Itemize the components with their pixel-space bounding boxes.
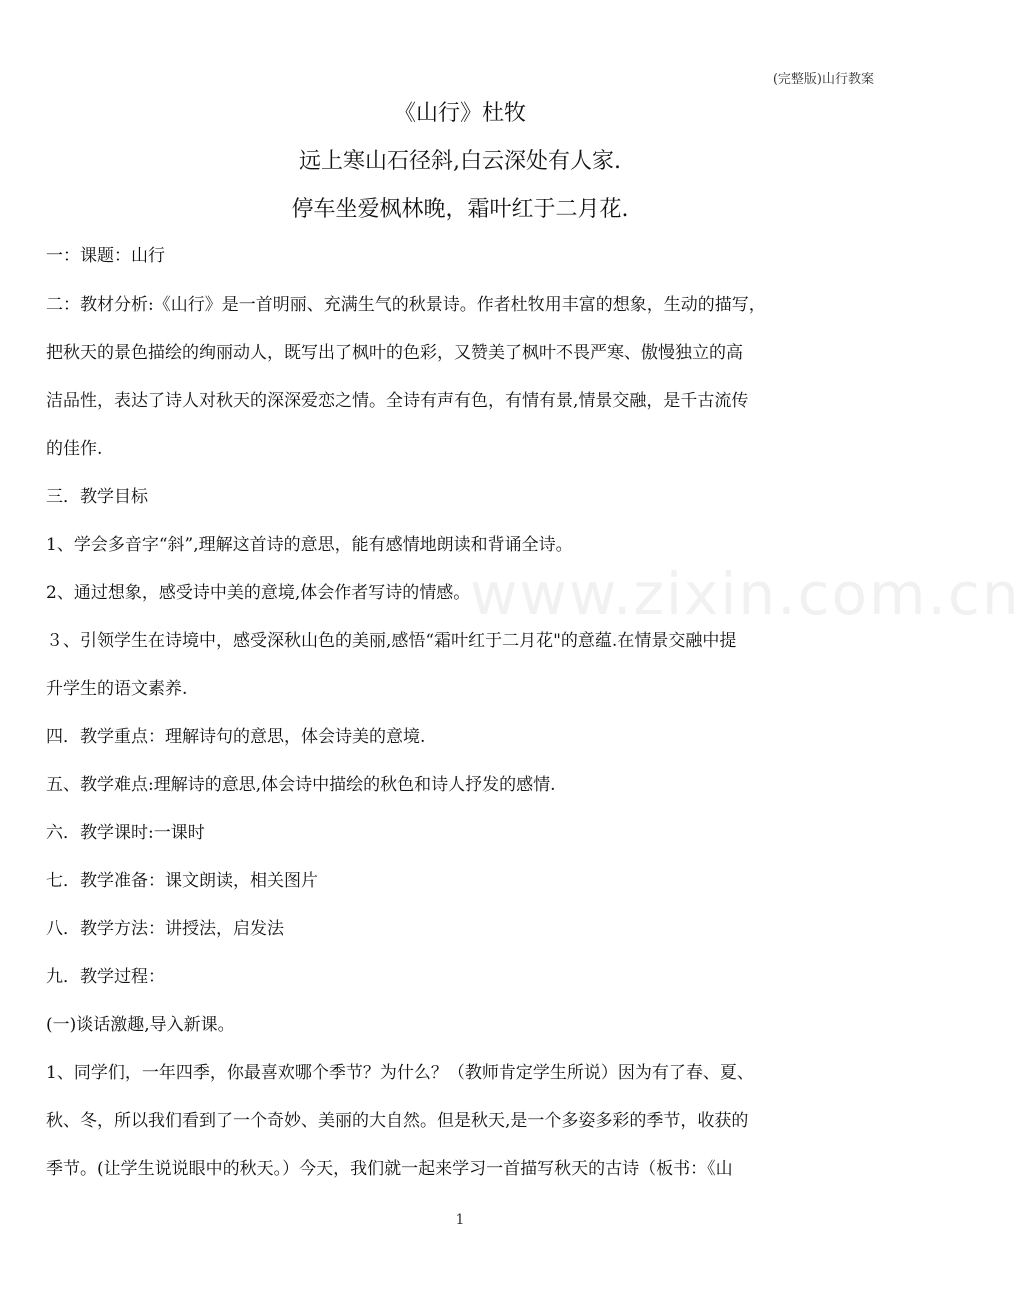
- text-line-18: 1、同学们，一年四季，你最喜欢哪个季节？为什么？（教师肯定学生所说）因为有了春、夏、: [46, 1063, 754, 1083]
- watermark: www.zixin.com.cn: [470, 560, 1021, 628]
- text-line-1: 一：课题：山行: [46, 246, 165, 266]
- text-line-19: 秋、冬，所以我们看到了一个奇妙、美丽的大自然。但是秋天,是一个多姿多彩的季节，收获的: [46, 1111, 749, 1131]
- text-line-3: 把秋天的景色描绘的绚丽动人，既写出了枫叶的色彩，又赞美了枫叶不畏严寒、傲慢独立的高: [46, 343, 743, 363]
- text-line-17: (一)谈话激趣,导入新课。: [46, 1015, 235, 1035]
- text-line-16: 九．教学过程：: [46, 967, 165, 987]
- text-line-14: 七．教学准备：课文朗读，相关图片: [46, 871, 318, 891]
- text-line-8: 2、通过想象，感受诗中美的意境,体会作者写诗的情感。: [46, 583, 471, 603]
- poem-line-1: 远上寒山石径斜,白云深处有人家.: [299, 149, 621, 174]
- text-line-7: 1、学会多音字“斜”,理解这首诗的意思，能有感情地朗读和背诵全诗。: [46, 535, 573, 555]
- page-number: 1: [455, 1212, 465, 1228]
- header-note: (完整版)山行教案: [772, 72, 874, 87]
- text-line-2: 二：教材分析:《山行》是一首明丽、充满生气的秋景诗。作者杜牧用丰富的想象，生动的描写，: [46, 295, 766, 315]
- poem-line-2: 停车坐爱枫林晚，霜叶红于二月花.: [291, 197, 629, 222]
- text-line-6: 三．教学目标: [46, 487, 148, 507]
- text-line-10: 升学生的语文素养.: [46, 679, 188, 699]
- page-title: 《山行》杜牧: [393, 101, 526, 126]
- text-line-20: 季节。(让学生说说眼中的秋天。）今天，我们就一起来学习一首描写秋天的古诗（板书：《山: [46, 1159, 733, 1179]
- text-line-13: 六．教学课时:一课时: [46, 823, 205, 843]
- text-line-9: ３、引领学生在诗境中，感受深秋山色的美丽,感悟“霜叶红于二月花"的意蕴.在情景交融中提: [46, 631, 737, 651]
- text-line-4: 洁品性，表达了诗人对秋天的深深爱恋之情。全诗有声有色，有情有景,情景交融，是千古流传: [46, 391, 749, 411]
- text-line-5: 的佳作.: [46, 439, 103, 459]
- text-line-11: 四．教学重点：理解诗句的意思，体会诗美的意境.: [46, 727, 426, 747]
- text-line-15: 八．教学方法：讲授法，启发法: [46, 919, 284, 939]
- text-line-12: 五、教学难点:理解诗的意思,体会诗中描绘的秋色和诗人抒发的感情.: [46, 775, 556, 795]
